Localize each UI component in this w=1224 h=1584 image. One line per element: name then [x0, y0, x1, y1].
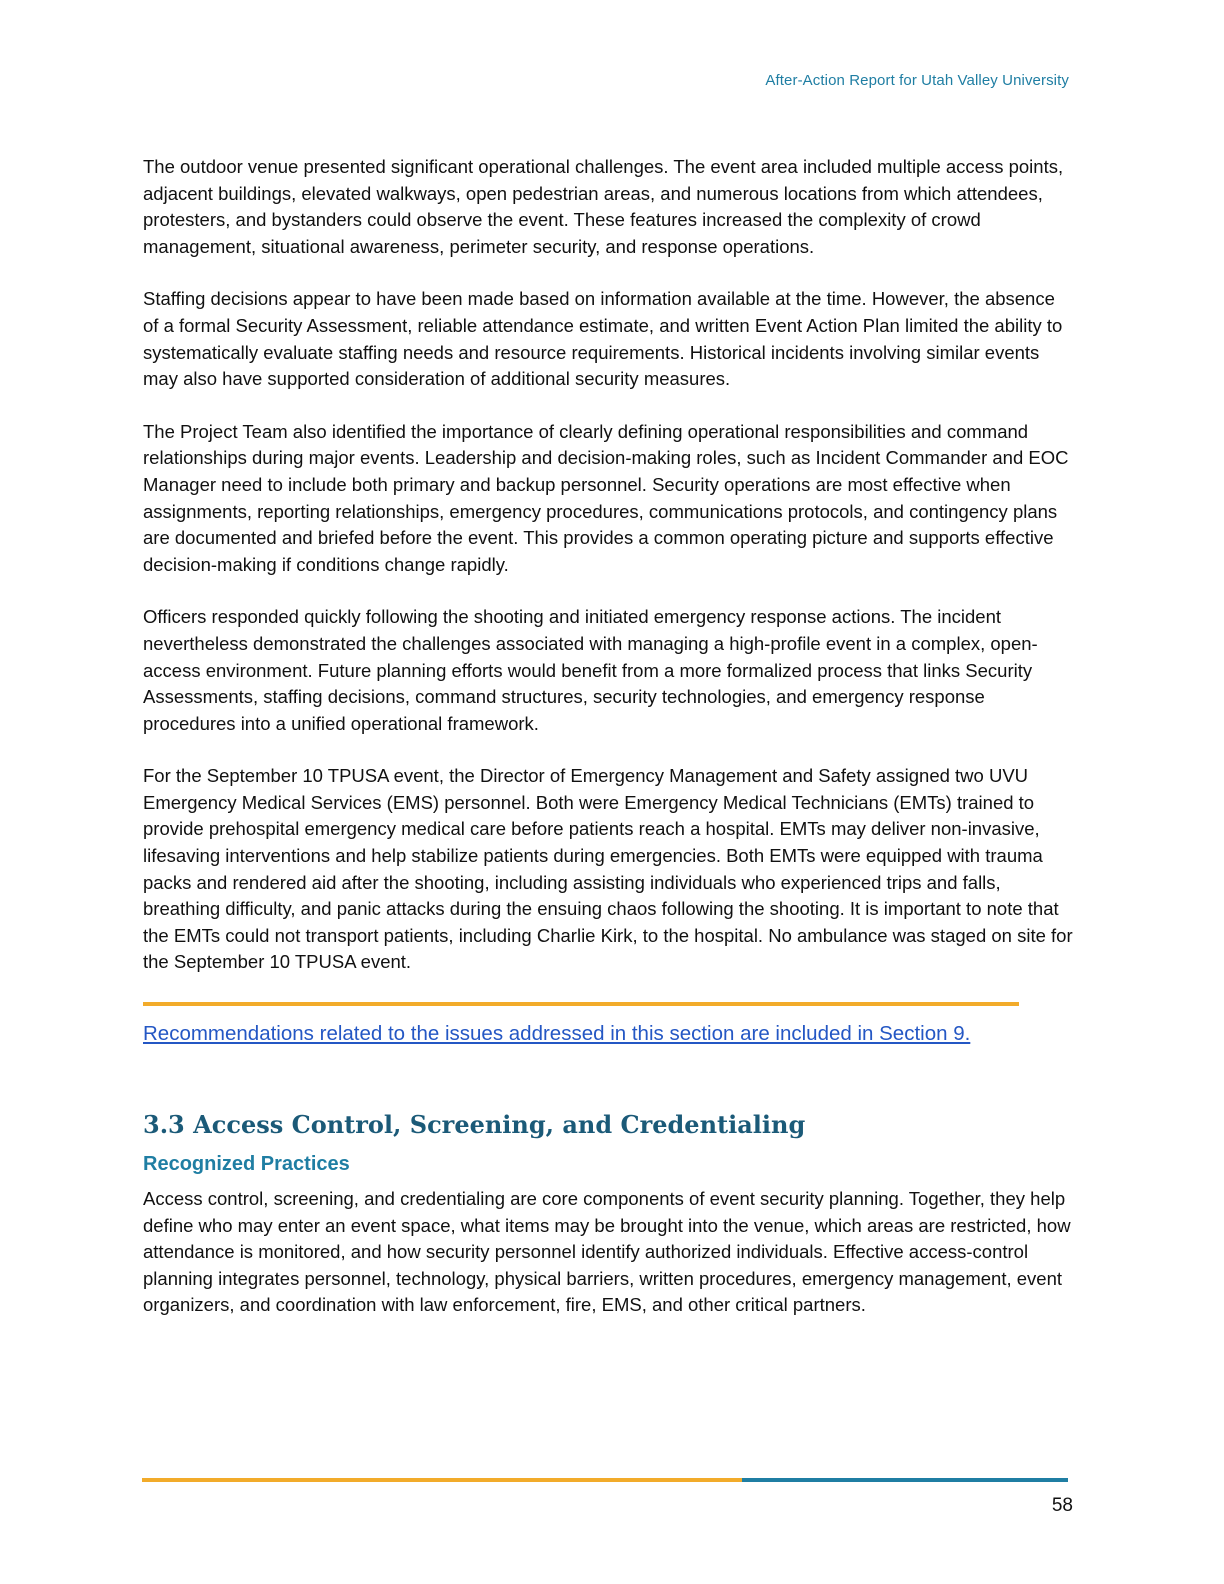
subsection-heading: Recognized Practices — [143, 1153, 350, 1176]
footer-rule-blue — [742, 1478, 1068, 1482]
paragraph-ems-personnel: For the September 10 TPUSA event, the Director of Emergency Management and Safety assigned two UVU Emergency Medical Services (EMS) personnel. Both were Emergency Medical Technicians (EMTs) trained to provide prehospital emergency medical care before patients reach a hospital. EMTs may deliver non-invasive, lifesaving interventions and help stabilize patients during emergencies. Both EMTs were equipped with trauma packs and rendered aid after the shooting, including assisting individuals who experienced trips and falls, breathing difficulty, and panic attacks during the ensuing chaos following the shooting. It is important to note that the EMTs could not transport patients, including Charlie Kirk, to the hospital. No ambulance was staged on site for the September 10 TPUSA event. — [143, 765, 1073, 973]
running-header: After-Action Report for Utah Valley University — [765, 72, 1069, 89]
paragraph-access-control: Access control, screening, and credentialing are core components of event security planning. Together, they help define who may enter an event space, what items may be brought into the venue, which areas are restricted, how attendance is monitored, and how security personnel identify authorized individuals. Effective access-control planning integrates personnel, technology, physical barriers, written procedures, emergency management, event organizers, and coordination with law enforcement, fire, EMS, and other critical partners. — [143, 1188, 1071, 1316]
paragraph-officer-response: Officers responded quickly following the shooting and initiated emergency response actions. The incident nevertheless demonstrated the challenges associated with managing a high-profile event in a complex, open-access environment. Future planning efforts would benefit from a more formalized process that links Security Assessments, staffing decisions, command structures, security technologies, and emergency response procedures into a unified operational framework. — [143, 606, 1038, 734]
recommendations-link[interactable]: Recommendations related to the issues addressed in this section are included in Section 9. — [143, 1022, 971, 1046]
footer-rule — [142, 1478, 1068, 1482]
paragraph-staffing-decisions: Staffing decisions appear to have been made based on information available at the time. However, the absence of a formal Security Assessment, reliable attendance estimate, and written Event Action Plan limited the ability to systematically evaluate staffing needs and resource requirements. Historical incidents involving similar events may also have supported consideration of additional security measures. — [143, 288, 1063, 390]
page-number: 58 — [1051, 1495, 1073, 1516]
footer-rule-gold — [142, 1478, 742, 1482]
section-divider — [143, 1002, 1019, 1006]
paragraph-venue-challenges: The outdoor venue presented significant operational challenges. The event area included multiple access points, adjacent buildings, elevated walkways, open pedestrian areas, and numerous locations from which attendees, protesters, and bystanders could observe the event. These features increased the complexity of crowd management, situational awareness, perimeter security, and response operations. — [143, 156, 1064, 257]
section-heading: 3.3 Access Control, Screening, and Credentialing — [143, 1110, 806, 1140]
page-body — [143, 154, 1073, 1345]
paragraph-command-relationships: The Project Team also identified the importance of clearly defining operational responsibilities and command relationships during major events. Leadership and decision-making roles, such as Incident Commander and EOC Manager need to include both primary and backup personnel. Security operations are most effective when assignments, reporting relationships, emergency procedures, communications protocols, and contingency plans are documented and briefed before the event. This provides a common operating picture and supports effective decision-making if conditions change rapidly. — [143, 420, 1069, 575]
